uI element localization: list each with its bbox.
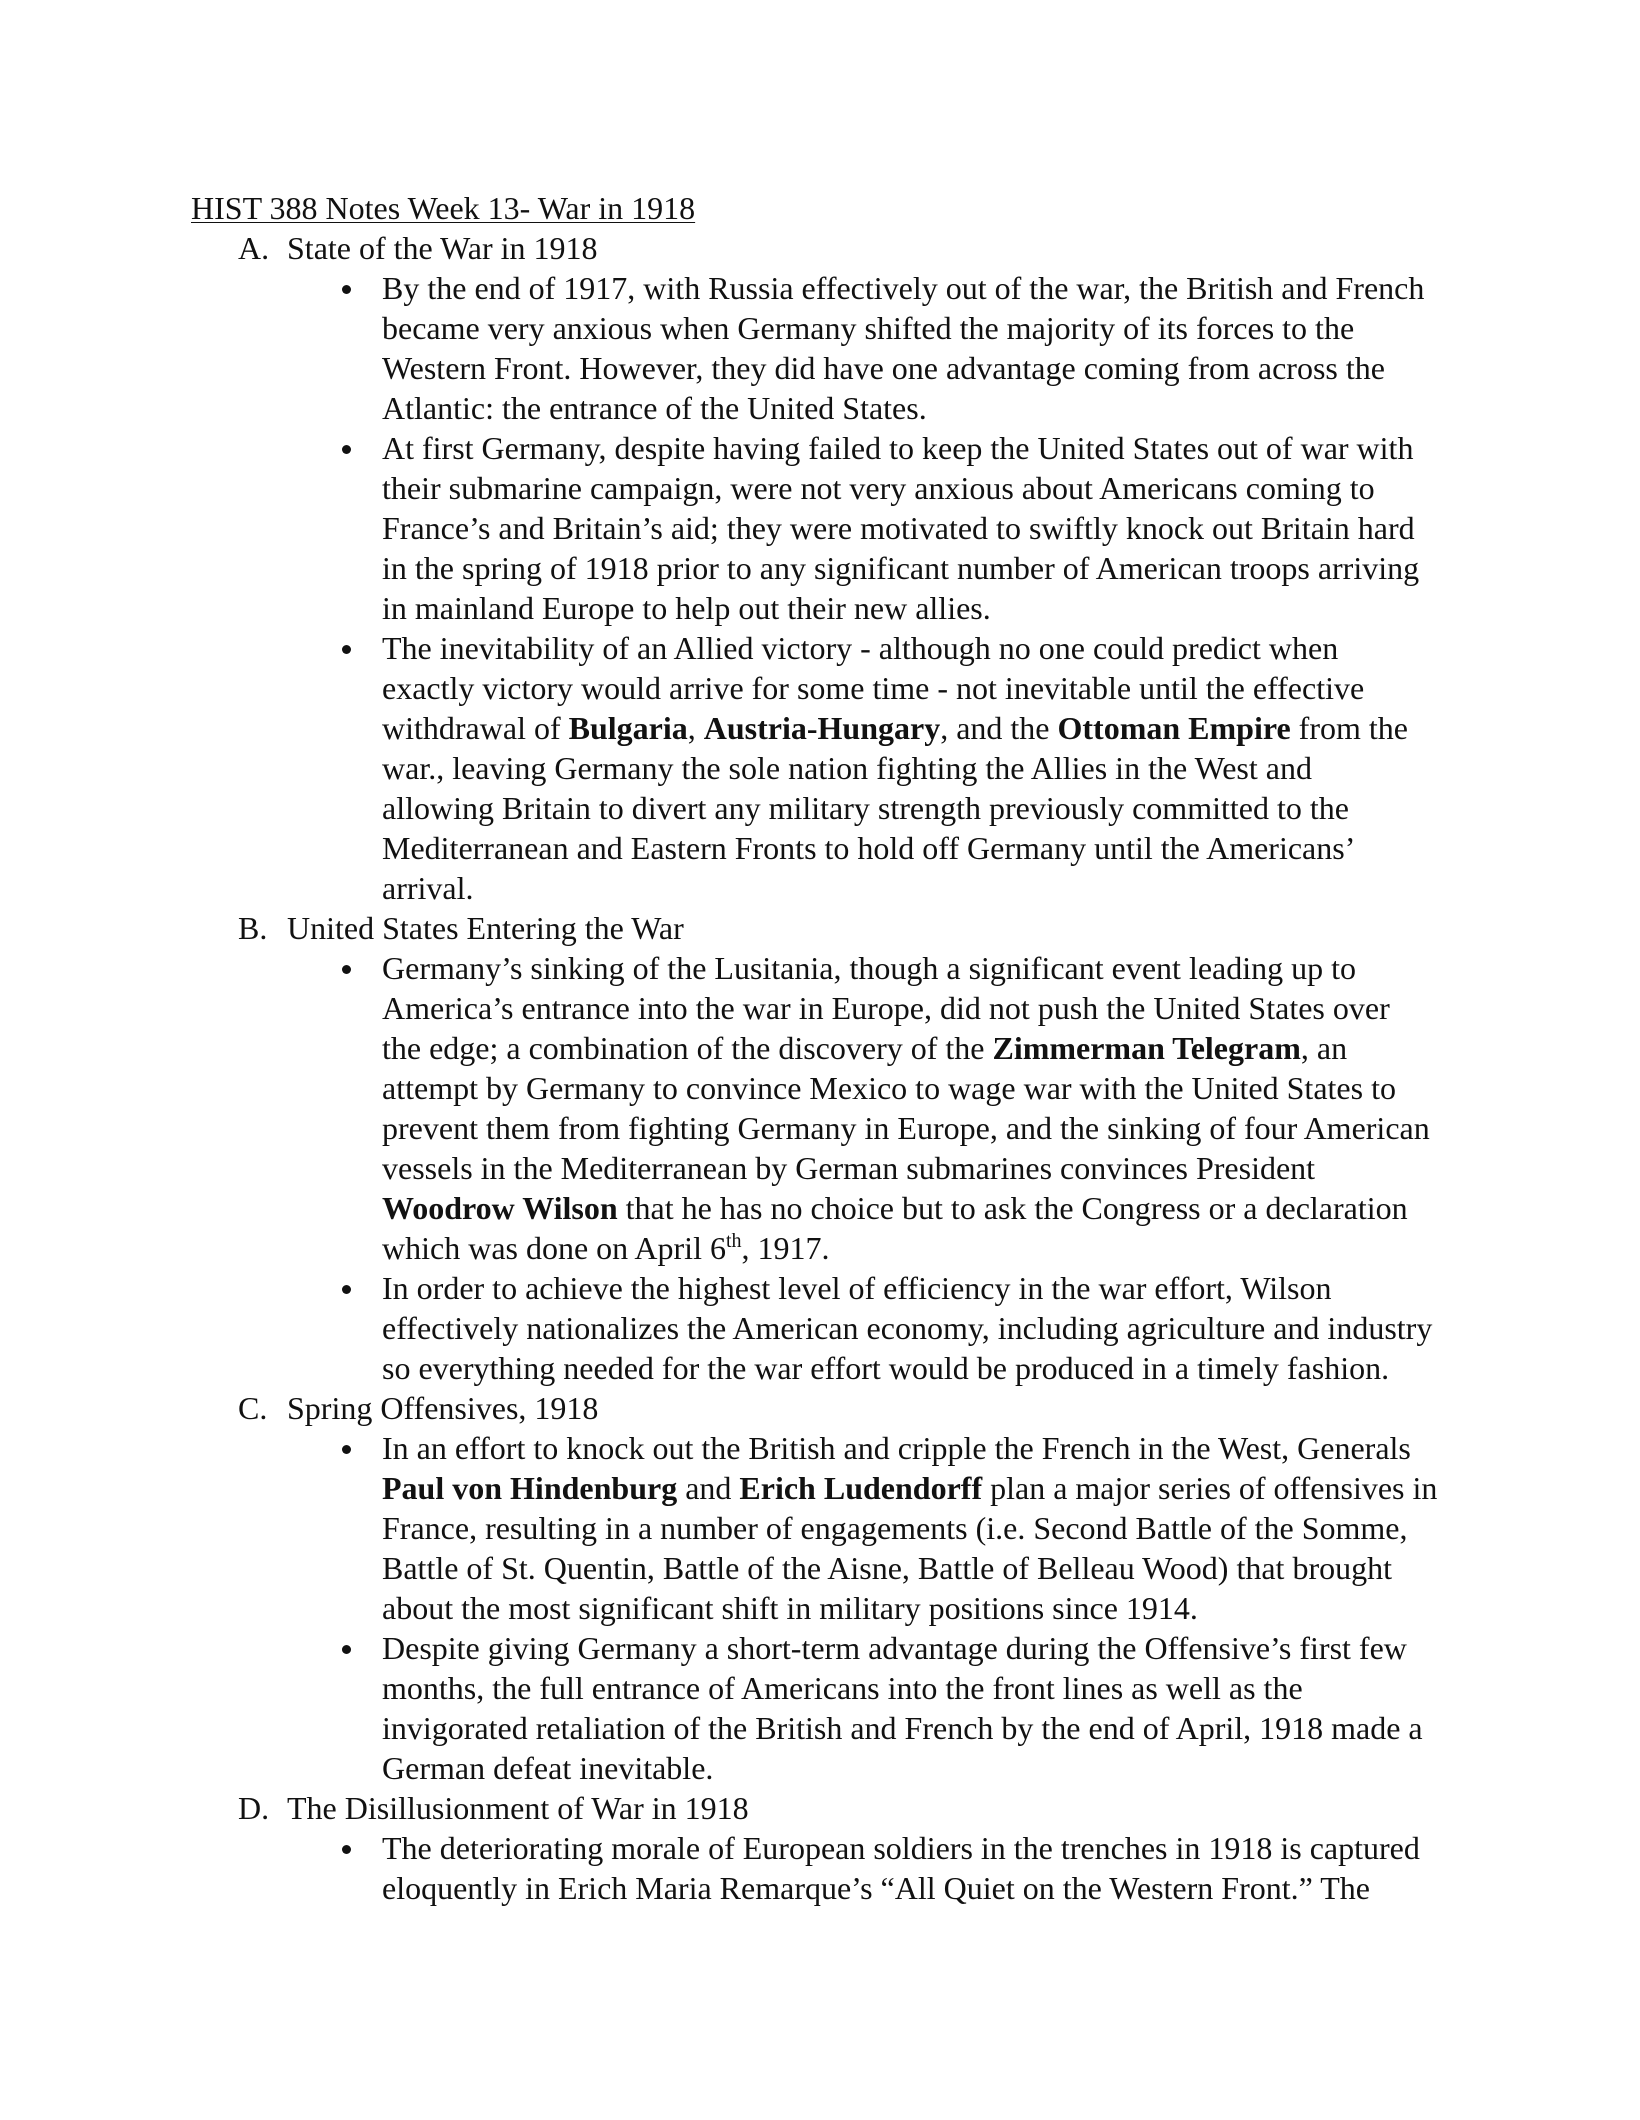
text-line (382, 1868, 1442, 1908)
bullet-dot-icon (342, 1845, 351, 1854)
text-run: which was done on April 6 (382, 1230, 726, 1266)
text-line (382, 308, 1442, 348)
document-title: HIST 388 Notes Week 13- War in 1918 (191, 190, 696, 226)
bullet-dot-icon (342, 285, 351, 294)
text-line (382, 828, 1442, 868)
text-line (382, 668, 1442, 708)
text-run: in mainland Europe to help out their new allies. (382, 590, 991, 626)
bold-term: Paul von Hindenburg (382, 1470, 678, 1506)
text-run: in the spring of 1918 prior to any significant number of American troops arriving (382, 550, 1420, 586)
text-line (382, 788, 1442, 828)
section-heading-row (0, 1788, 1640, 1828)
superscript: th (725, 1230, 742, 1252)
text-run: their submarine campaign, were not very anxious about Americans coming to (382, 470, 1375, 506)
text-line (382, 1268, 1442, 1308)
bold-term: Zimmerman Telegram (992, 1030, 1301, 1066)
text-line (382, 1548, 1442, 1588)
section-letter: D. (238, 1790, 270, 1826)
outline-sections (0, 228, 1640, 1908)
text-run: Despite giving Germany a short-term advantage during the Offensive’s first few (382, 1630, 1407, 1666)
text-run: arrival. (382, 870, 474, 906)
section-heading: The Disillusionment of War in 1918 (287, 1790, 749, 1826)
text-run: America’s entrance into the war in Europe, did not push the United States over (382, 990, 1390, 1026)
text-run: that he has no choice but to ask the Congress or a declaration (617, 1190, 1408, 1226)
text-line (382, 1228, 1442, 1268)
text-run: prevent them from fighting Germany in Europe, and the sinking of four American (382, 1110, 1430, 1146)
text-line (382, 1028, 1442, 1068)
bold-term: Bulgaria (568, 710, 688, 746)
text-line (382, 1348, 1442, 1388)
section-letter: A. (238, 230, 270, 266)
bullet-item (382, 948, 1442, 1268)
bullet-dot-icon (342, 965, 351, 974)
text-run: Western Front. However, they did have one advantage coming from across the (382, 350, 1385, 386)
section-heading: Spring Offensives, 1918 (287, 1390, 599, 1426)
text-run: In order to achieve the highest level of efficiency in the war effort, Wilson (382, 1270, 1332, 1306)
section-letter: B. (238, 910, 268, 946)
bullet-dot-icon (342, 445, 351, 454)
text-line (382, 348, 1442, 388)
text-line (382, 1428, 1442, 1468)
text-run: Mediterranean and Eastern Fronts to hold off Germany until the Americans’ (382, 830, 1356, 866)
text-run: At first Germany, despite having failed to keep the United States out of war with (382, 430, 1414, 466)
bullet-dot-icon (342, 645, 351, 654)
text-line (382, 508, 1442, 548)
outline-section (0, 908, 1640, 1388)
bullet-item (382, 428, 1442, 628)
text-line (382, 1628, 1442, 1668)
text-run: withdrawal of (382, 710, 569, 746)
text-run: about the most significant shift in military positions since 1914. (382, 1590, 1198, 1626)
text-run: plan a major series of offensives in (982, 1470, 1438, 1506)
text-run: Atlantic: the entrance of the United States. (382, 390, 927, 426)
bold-term: Erich Ludendorff (739, 1470, 983, 1506)
text-run: In an effort to knock out the British and cripple the French in the West, Generals (382, 1430, 1411, 1466)
text-line (382, 1188, 1442, 1228)
bullet-dot-icon (342, 1445, 351, 1454)
text-run: By the end of 1917, with Russia effectively out of the war, the British and French (382, 270, 1425, 306)
bold-term: Ottoman Empire (1057, 710, 1291, 746)
text-run: , 1917. (741, 1230, 830, 1266)
text-run: eloquently in Erich Maria Remarque’s “All Quiet on the Western Front.” The (382, 1870, 1370, 1906)
text-line (382, 548, 1442, 588)
text-run: Germany’s sinking of the Lusitania, though a significant event leading up to (382, 950, 1357, 986)
text-line (382, 1588, 1442, 1628)
text-line (382, 1468, 1442, 1508)
text-run: The inevitability of an Allied victory - although no one could predict when (382, 630, 1339, 666)
text-run: exactly victory would arrive for some time - not inevitable until the effective (382, 670, 1365, 706)
text-run: war., leaving Germany the sole nation fighting the Allies in the West and (382, 750, 1312, 786)
text-line (382, 428, 1442, 468)
bullet-item (382, 268, 1442, 428)
text-run: France’s and Britain’s aid; they were motivated to swiftly knock out Britain hard (382, 510, 1415, 546)
text-line (382, 1708, 1442, 1748)
text-line (382, 1508, 1442, 1548)
section-heading-row (0, 908, 1640, 948)
text-run: from the (1290, 710, 1408, 746)
bold-term: Woodrow Wilson (382, 1190, 618, 1226)
text-line (382, 628, 1442, 668)
text-line (382, 1828, 1442, 1868)
text-run: , and the (940, 710, 1058, 746)
text-run: the edge; a combination of the discovery of the (382, 1030, 993, 1066)
section-heading-row (0, 228, 1640, 268)
outline-section (0, 1388, 1640, 1788)
text-line (382, 1748, 1442, 1788)
bullet-item (382, 1268, 1442, 1388)
text-run: vessels in the Mediterranean by German submarines convinces President (382, 1150, 1316, 1186)
text-run: German defeat inevitable. (382, 1750, 714, 1786)
text-line (382, 268, 1442, 308)
text-line (382, 1108, 1442, 1148)
bullet-dot-icon (342, 1645, 351, 1654)
bold-term: Austria-Hungary (703, 710, 941, 746)
section-heading: State of the War in 1918 (287, 230, 598, 266)
text-line (382, 708, 1442, 748)
text-run: France, resulting in a number of engagements (i.e. Second Battle of the Somme, (382, 1510, 1408, 1546)
bullet-list (0, 948, 1640, 1388)
outline-section (0, 228, 1640, 908)
outline-section (0, 1788, 1640, 1908)
bullet-item (382, 1628, 1442, 1788)
bullet-item (382, 1828, 1442, 1908)
text-line (382, 468, 1442, 508)
bullet-list (0, 1428, 1640, 1788)
text-run: , (687, 710, 704, 746)
section-letter: C. (238, 1390, 268, 1426)
text-run: attempt by Germany to convince Mexico to wage war with the United States to (382, 1070, 1396, 1106)
text-line (382, 1148, 1442, 1188)
text-line (382, 868, 1442, 908)
text-run: effectively nationalizes the American economy, including agriculture and industry (382, 1310, 1433, 1346)
text-line (382, 588, 1442, 628)
bullet-item (382, 628, 1442, 908)
section-heading-row (0, 1388, 1640, 1428)
text-line (382, 988, 1442, 1028)
text-line (382, 388, 1442, 428)
section-heading: United States Entering the War (287, 910, 684, 946)
text-run: and (677, 1470, 740, 1506)
text-run: , an (1300, 1030, 1348, 1066)
text-run: invigorated retaliation of the British and French by the end of April, 1918 made a (382, 1710, 1423, 1746)
text-run: Battle of St. Quentin, Battle of the Aisne, Battle of Belleau Wood) that brought (382, 1550, 1392, 1586)
text-run: allowing Britain to divert any military strength previously committed to the (382, 790, 1349, 826)
text-line (382, 1668, 1442, 1708)
text-line (382, 1068, 1442, 1108)
text-run: months, the full entrance of Americans into the front lines as well as the (382, 1670, 1303, 1706)
text-line (382, 948, 1442, 988)
text-run: became very anxious when Germany shifted the majority of its forces to the (382, 310, 1355, 346)
text-run: The deteriorating morale of European soldiers in the trenches in 1918 is captured (382, 1830, 1420, 1866)
bullet-list (0, 268, 1640, 908)
bullet-list (0, 1828, 1640, 1908)
bullet-item (382, 1428, 1442, 1628)
text-run: so everything needed for the war effort would be produced in a timely fashion. (382, 1350, 1390, 1386)
text-line (382, 1308, 1442, 1348)
text-line (382, 748, 1442, 788)
bullet-dot-icon (342, 1285, 351, 1294)
